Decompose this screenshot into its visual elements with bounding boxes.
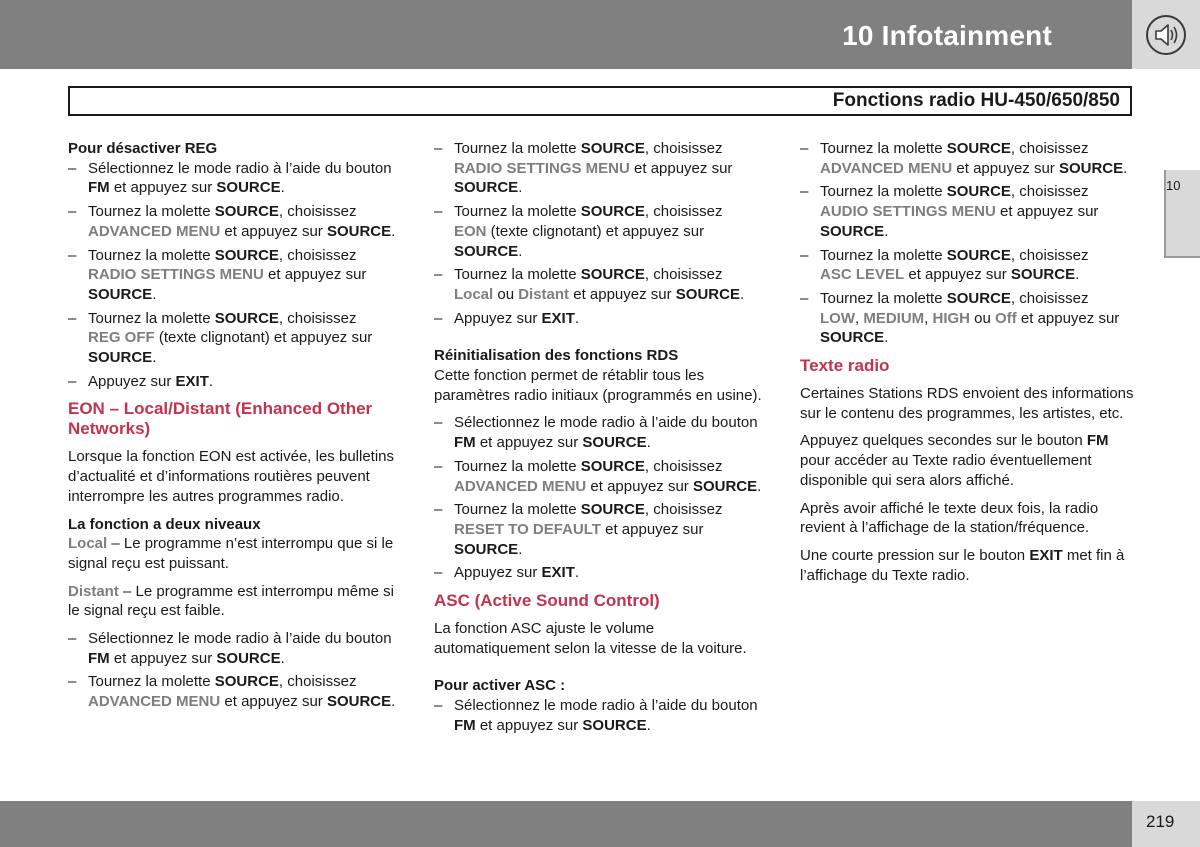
list-item: – Tournez la molette SOURCE, choisissez RADIO SETTINGS MENU et appuyez sur SOURCE. <box>434 139 774 198</box>
chapter-tab-label: 10 <box>1166 178 1181 193</box>
texte-paragraph-3: Après avoir affiché le texte deux fois, la radio revient à l’affichage de la station/fréquence. <box>800 499 1099 537</box>
chapter-title: 10 Infotainment <box>842 20 1052 51</box>
texte-paragraph-2: Appuyez quelques secondes sur le bouton FM pour accéder au Texte radio éventuellement disponible qui sera alors affiché. <box>800 432 1109 489</box>
section-title-box <box>68 86 1132 116</box>
column-2 <box>434 139 774 736</box>
column-3 <box>800 139 1140 585</box>
eon-paragraph: Lorsque la fonction EON est activée, les bulletins d’actualité et d’informations routières peuvent interrompre les autres programmes radio. <box>68 448 395 505</box>
distant-definition: Distant – Le programme est interrompu même si le signal reçu est faible. <box>68 582 394 620</box>
eon-heading: EON – Local/Distant (Enhanced Other Networks) <box>68 399 373 439</box>
list-item: – Appuyez sur EXIT. <box>434 563 774 583</box>
texte-paragraph-1: Certaines Stations RDS envoient des informations sur le contenu des programmes, les artistes, etc. <box>800 385 1134 422</box>
asc-heading: ASC (Active Sound Control) <box>434 591 660 611</box>
list-item: – Tournez la molette SOURCE, choisissez EON (texte clignotant) et appuyez sur SOURCE. <box>434 202 774 261</box>
page-number-box <box>1132 801 1200 847</box>
texte-radio-heading: Texte radio <box>800 356 890 376</box>
asc-paragraph: La fonction ASC ajuste le volume automatiquement selon la vitesse de la voiture. <box>434 620 747 657</box>
column-1 <box>68 139 408 712</box>
list-item: – Tournez la molette SOURCE, choisissez LOW, MEDIUM, HIGH ou Off et appuyez sur SOURCE. <box>800 289 1140 348</box>
asc-on-heading: Pour activer ASC : <box>434 677 566 695</box>
list-item: – Tournez la molette SOURCE, choisissez ADVANCED MENU et appuyez sur SOURCE. <box>68 202 408 241</box>
section-title: Fonctions radio HU-450/650/850 <box>832 90 1120 111</box>
list-item: – Sélectionnez le mode radio à l’aide du bouton FM et appuyez sur SOURCE. <box>434 696 774 735</box>
rds-heading: Réinitialisation des fonctions RDS <box>434 347 679 365</box>
page-number: 219 <box>1146 812 1175 831</box>
list-item: – Tournez la molette SOURCE, choisissez AUDIO SETTINGS MENU et appuyez sur SOURCE. <box>800 182 1140 241</box>
list-item: – Tournez la molette SOURCE, choisissez Local ou Distant et appuyez sur SOURCE. <box>434 265 774 304</box>
reg-heading: Pour désactiver REG <box>68 140 218 157</box>
list-item: – Tournez la molette SOURCE, choisissez REG OFF (texte clignotant) et appuyez sur SOURCE. <box>68 309 408 368</box>
list-item: – Appuyez sur EXIT. <box>434 309 774 329</box>
chapter-side-tab[interactable] <box>1164 170 1200 258</box>
chapter-icon-box <box>1132 0 1200 69</box>
list-item: – Sélectionnez le mode radio à l’aide du bouton FM et appuyez sur SOURCE. <box>68 629 408 668</box>
list-item: – Sélectionnez le mode radio à l’aide du bouton FM et appuyez sur SOURCE. <box>68 159 408 198</box>
header-band <box>0 0 1132 69</box>
list-item: – Tournez la molette SOURCE, choisissez ADVANCED MENU et appuyez sur SOURCE. <box>800 139 1140 178</box>
speaker-icon <box>1141 14 1191 56</box>
list-item: – Appuyez sur EXIT. <box>68 372 408 392</box>
list-item: – Tournez la molette SOURCE, choisissez ADVANCED MENU et appuyez sur SOURCE. <box>434 457 774 496</box>
list-item: – Sélectionnez le mode radio à l’aide du bouton FM et appuyez sur SOURCE. <box>434 413 774 452</box>
list-item: – Tournez la molette SOURCE, choisissez RESET TO DEFAULT et appuyez sur SOURCE. <box>434 500 774 559</box>
local-definition: Local – Le programme n’est interrompu que si le signal reçu est puissant. <box>68 535 394 572</box>
footer-band <box>0 801 1132 847</box>
list-item: – Tournez la molette SOURCE, choisissez RADIO SETTINGS MENU et appuyez sur SOURCE. <box>68 246 408 305</box>
rds-paragraph: Cette fonction permet de rétablir tous les paramètres radio initiaux (programmés en usine). <box>434 367 762 404</box>
levels-heading: La fonction a deux niveaux <box>68 515 261 533</box>
list-item: – Tournez la molette SOURCE, choisissez ADVANCED MENU et appuyez sur SOURCE. <box>68 672 408 711</box>
texte-paragraph-4: Une courte pression sur le bouton EXIT met fin à l’affichage du Texte radio. <box>800 546 1125 584</box>
list-item: – Tournez la molette SOURCE, choisissez ASC LEVEL et appuyez sur SOURCE. <box>800 246 1140 285</box>
